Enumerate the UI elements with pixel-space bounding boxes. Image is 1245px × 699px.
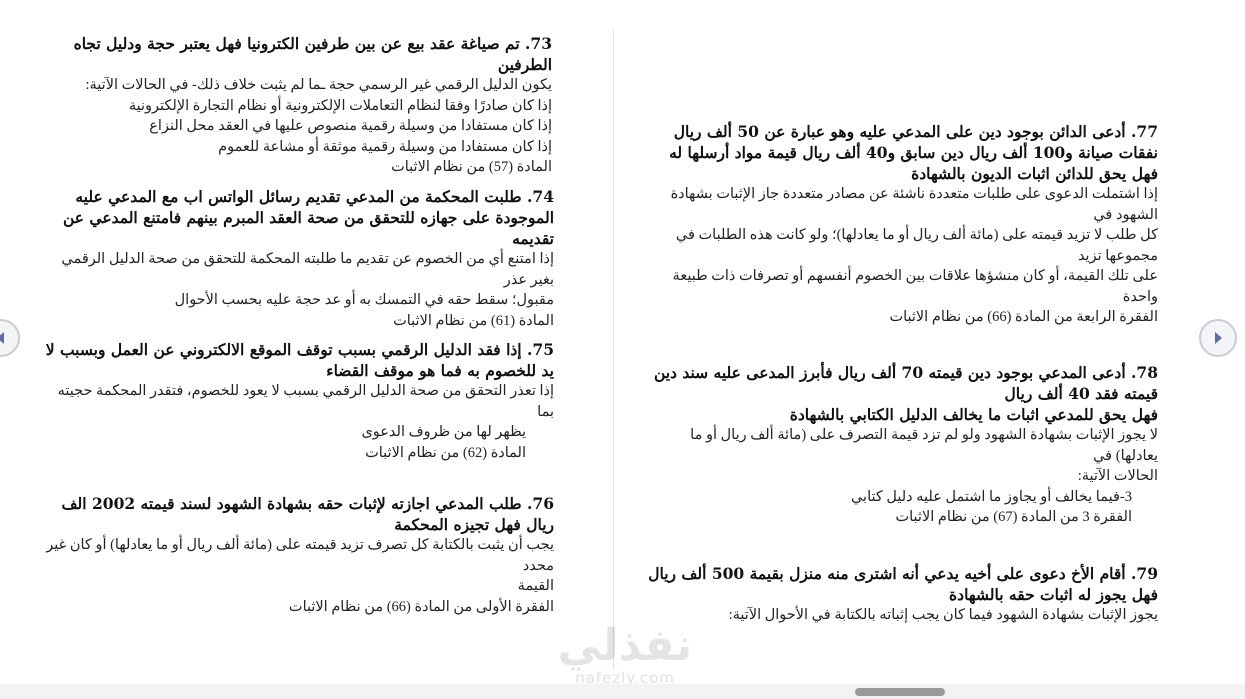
answer-line: المادة (62) من نظام الاثبات bbox=[365, 444, 526, 461]
right-page bbox=[614, 0, 1158, 690]
answer-line: مقبول؛ سقط حقه في التمسك به أو عد حجة عليه بحسب الأحوال bbox=[174, 292, 554, 308]
answer-line: يظهر لها من ظروف الدعوى bbox=[361, 424, 526, 440]
answer-line: إذا امتنع أي من الخصوم عن تقديم ما طلبته المحكمة للتحقق من صحة الدليل الرقمي بغير عذر bbox=[61, 251, 554, 288]
horizontal-scrollbar-thumb[interactable] bbox=[855, 688, 945, 696]
answer-line: المادة (57) من نظام الاثبات bbox=[391, 159, 552, 175]
question-77-title: 77. أدعى الدائن بوجود دين على المدعي عليه وهو عبارة عن 50 ألف ريال نفقات صيانة و100 ألف ريال دين سابق و40 ألف ريال قيمة مواد أرسلها له فهل يحق للدائن اثبات الديون بالشهادة bbox=[669, 122, 1158, 183]
question-73 bbox=[42, 33, 552, 178]
answer-line: إذا كان مستفادا من وسيلة رقمية موثقة أو مشاعة للعموم bbox=[218, 138, 552, 155]
question-75-title: 75. إذا فقد الدليل الرقمي بسبب توقف الموقع الالكتروني عن العمل وبسبب لا يد للخصوم به فما هو موقف القضاء bbox=[45, 340, 554, 380]
answer-line: القيمة bbox=[517, 578, 554, 594]
answer-line: الفقرة 3 من المادة (67) من نظام الاثبات bbox=[895, 509, 1132, 525]
answer-line: الفقرة الأولى من المادة (66) من نظام الاثبات bbox=[288, 598, 554, 615]
horizontal-scrollbar-track[interactable] bbox=[0, 684, 1245, 699]
answer-line: الحالات الآتية: bbox=[1077, 468, 1158, 484]
next-page-button[interactable] bbox=[1199, 319, 1237, 357]
question-79-title: 79. أقام الأخ دعوى على أخيه يدعي أنه اشترى منه منزل بقيمة 500 ألف ريال فهل يجوز له اثبات حقه بالشهادة bbox=[648, 564, 1158, 604]
question-79 bbox=[648, 563, 1158, 626]
answer-line: يجوز الإثبات بشهادة الشهود فيما كان يجب إثباته بالكتابة في الأحوال الآتية: bbox=[728, 607, 1158, 623]
question-73-title: 73. تم صياغة عقد بيع عن بين طرفين الكترونيا فهل يعتبر حجة ودليل تجاه الطرفين bbox=[73, 34, 552, 74]
answer-line: على تلك القيمة، أو كان منشؤها علاقات بين الخصوم أنفسهم أو تصرفات ذات طبيعة واحدة bbox=[672, 268, 1158, 305]
previous-page-button[interactable] bbox=[0, 319, 20, 357]
question-74-title: 74. طلبت المحكمة من المدعي تقديم رسائل الواتس اب مع المدعي عليه الموجودة على جهازه للتحقق من صحة العقد المبرم بينهم فامتنع المدعي عن تقديمه bbox=[62, 187, 554, 248]
question-74 bbox=[42, 186, 554, 331]
question-78-subtitle: فهل يحق للمدعي اثبات ما يخالف الدليل الكتابي بالشهادة bbox=[789, 405, 1158, 424]
answer-line: يكون الدليل الرقمي غير الرسمي حجة ـما لم يثبت خلاف ذلك- في الحالات الآتية: bbox=[85, 77, 552, 93]
question-76 bbox=[42, 493, 554, 617]
answer-line: الفقرة الرابعة من المادة (66) من نظام الاثبات bbox=[889, 309, 1158, 325]
answer-line: المادة (61) من نظام الاثبات bbox=[393, 312, 554, 329]
question-78-title: 78. أدعى المدعي بوجود دين قيمته 70 ألف ريال فأبرز المدعى عليه سند دين قيمته فقد 40 ألف ريال bbox=[653, 363, 1158, 403]
answer-line: 3-فيما يخالف أو يجاوز ما اشتمل عليه دليل كتابي bbox=[850, 488, 1132, 505]
chevron-left-icon bbox=[0, 330, 9, 346]
question-75 bbox=[42, 339, 554, 463]
answer-line: إذا تعذر التحقق من صحة الدليل الرقمي بسبب لا يعود للخصوم، فتقدر المحكمة حجيته بما bbox=[57, 383, 554, 420]
question-77 bbox=[648, 121, 1158, 328]
answer-line: كل طلب لا تزيد قيمته على (مائة ألف ريال أو ما يعادلها)؛ ولو كانت هذه الطلبات في مجموعها تزيد bbox=[675, 227, 1158, 264]
chevron-right-icon bbox=[1210, 330, 1226, 346]
answer-line: لا يجوز الإثبات بشهادة الشهود ولو لم تزد قيمة التصرف على (مائة ألف ريال أو ما يعادلها) في bbox=[690, 427, 1158, 464]
question-78 bbox=[648, 362, 1158, 528]
answer-line: إذا كان مستفادا من وسيلة رقمية منصوص عليها في العقد محل النزاع bbox=[149, 118, 552, 134]
answer-line: يجب أن يثبت بالكتابة كل تصرف تزيد قيمته على (مائة ألف ريال أو ما يعادلها) أو كان غير محدد bbox=[46, 537, 554, 574]
answer-line: إذا اشتملت الدعوى على طلبات متعددة ناشئة عن مصادر متعددة جاز الإثبات بشهادة الشهود في bbox=[670, 186, 1158, 223]
question-76-title: 76. طلب المدعي اجازته لإثبات حقه بشهادة الشهود لسند قيمته 2002 الف ريال فهل تجيزه المحكمة bbox=[61, 494, 554, 534]
answer-line: إذا كان صادرًا وفقا لنظام التعاملات الإلكترونية أو نظام التجارة الإلكترونية bbox=[128, 97, 552, 114]
left-page bbox=[42, 0, 612, 690]
